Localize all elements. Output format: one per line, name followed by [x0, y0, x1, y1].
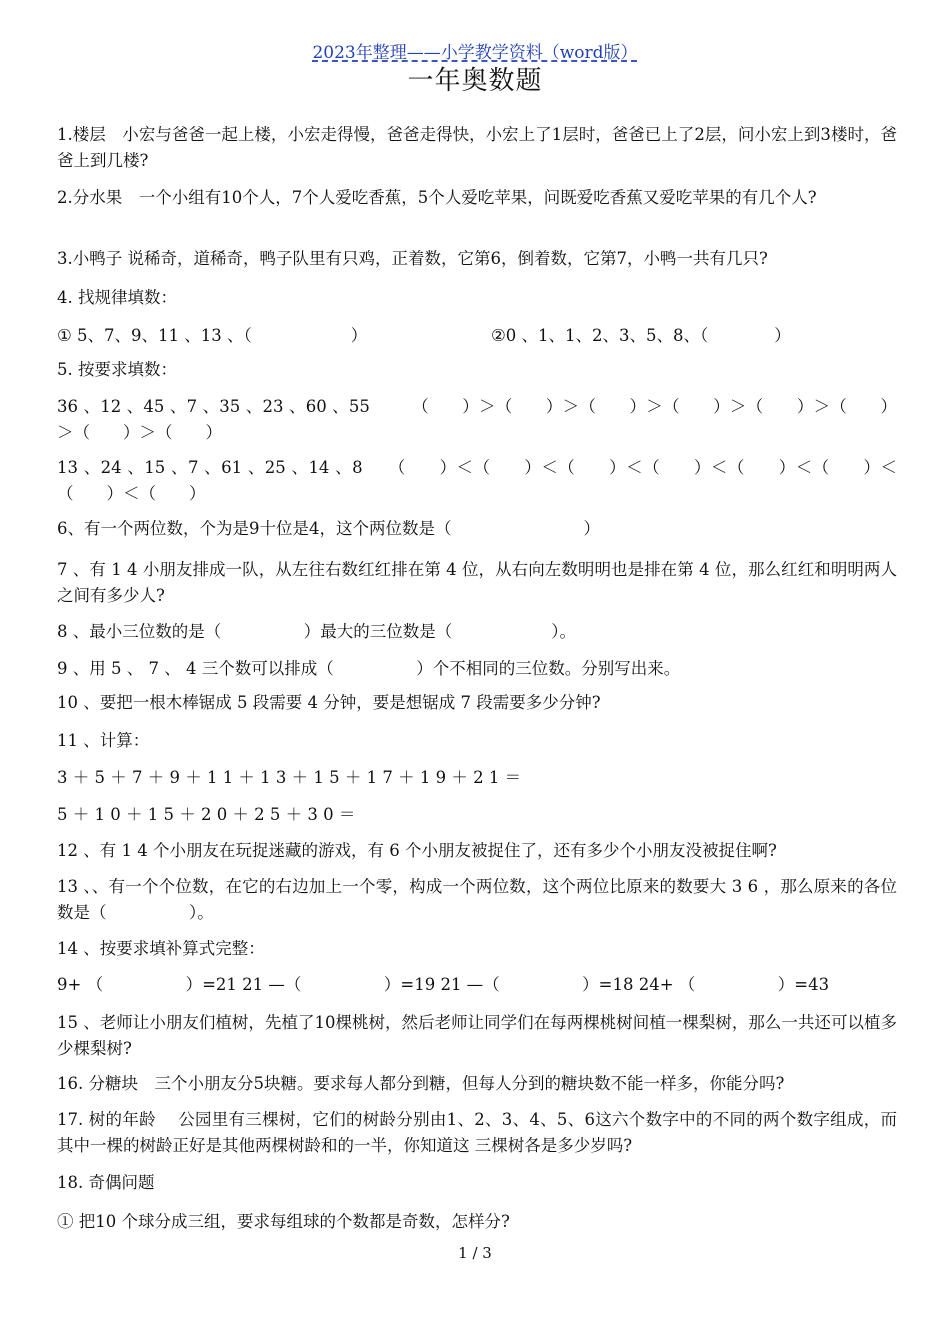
problem-5: 5. 按要求填数： — [57, 360, 177, 379]
problem-18-part-1: ① 把10 个球分成三组，要求每组球的个数都是奇数，怎样分? — [57, 1212, 510, 1231]
problem-2: 2.分水果 一个小组有10个人，7个人爱吃香蕉，5个人爱吃苹果，问既爱吃香蕉又爱吃苹果的有几个人? — [57, 188, 817, 207]
problem-11-sum-2: 5 ＋ 1 0 ＋ 1 5 ＋ 2 0 ＋ 2 5 ＋ 3 0 ＝ — [57, 805, 356, 824]
page-number: 1 / 3 — [458, 1244, 492, 1262]
problem-7: 7 、有 1 4 小朋友排成一队，从左往右数红红排在第 4 位，从右向左数明明也是排在第 4 位，那么红红和明明两人之间有多少人? — [57, 560, 897, 605]
problem-12: 12 、有 1 4 个小朋友在玩捉迷藏的游戏，有 6 个小朋友被捉住了，还有多少个小朋友没被捉住啊? — [57, 841, 777, 860]
problem-11-sum-1: 3 ＋ 5 ＋ 7 ＋ 9 ＋ 1 1 ＋ 1 3 ＋ 1 5 ＋ 1 7 ＋ 1 9 ＋ 2 1 ＝ — [57, 768, 522, 787]
problem-9: 9 、用 5 、 7 、 4 三个数可以排成（ ）个不相同的三位数。分别写出来。 — [57, 659, 681, 678]
problem-5-descending: 36 、12 、45 、7 、35 、23 、60 、55 （ ）＞（ ）＞（ ）＞（ ）＞（ ）＞（ ）＞（ ）＞（ ） — [57, 397, 897, 442]
problem-3: 3.小鸭子 说稀奇，道稀奇，鸭子队里有只鸡，正着数，它第6，倒着数，它第7，小鸭一共有几只? — [57, 249, 768, 268]
problem-1: 1.楼层 小宏与爸爸一起上楼，小宏走得慢，爸爸走得快，小宏上了1层时，爸爸已上了2层，问小宏上到3楼时，爸爸上到几楼? — [57, 125, 897, 170]
problem-15: 15 、老师让小朋友们植树，先植了10棵桃树，然后老师让同学们在每两棵桃树间植一棵梨树，那么一共还可以植多少棵梨树? — [57, 1013, 897, 1058]
page-title: 一年奥数题 — [407, 66, 543, 96]
problem-18: 18. 奇偶问题 — [57, 1173, 155, 1192]
problem-14: 14 、按要求填补算式完整： — [57, 939, 265, 958]
problem-5-ascending: 13 、24 、15 、7 、61 、25 、14 、8 （ ）＜（ ）＜（ ）＜（ ）＜（ ）＜（ ）＜（ ）＜（ ） — [57, 458, 897, 503]
problem-13: 13 、、有一个个位数，在它的右边加上一个零，构成一个两位数，这个两位比原来的数要大 3 6 ，那么原来的各位数是（ ）。 — [57, 877, 897, 922]
problem-4-sequences: ① 5、7、9、11 、13 、（ ） ②0 、1、1、2、3、5、8、（ ） — [57, 326, 791, 345]
problem-8: 8 、最小三位数的是（ ）最大的三位数是（ ）。 — [57, 622, 576, 641]
problem-17: 17. 树的年龄 公园里有三棵树，它们的树龄分别由1、2、3、4、5、6这六个数字中的不同的两个数字组成，而其中一棵的树龄正好是其他两棵树龄和的一半，你知道这 三棵树各是多少岁吗? — [57, 1110, 897, 1155]
problem-14-equations: 9+ （ ）=21 21 —（ ）=19 21 —（ ）=18 24+ （ ）=43 — [57, 975, 830, 994]
problem-10: 10 、要把一根木棒锯成 5 段需要 4 分钟，要是想锯成 7 段需要多少分钟? — [57, 693, 601, 712]
problem-16: 16. 分糖块 三个小朋友分5块糖。要求每人都分到糖，但每人分到的糖块数不能一样多，你能分吗? — [57, 1074, 785, 1093]
problem-6: 6、有一个两位数，个为是9十位是4，这个两位数是（ ） — [57, 519, 600, 538]
header-link-text[interactable]: 2023年整理——小学教学资料（word版） — [312, 43, 638, 63]
problem-4: 4. 找规律填数： — [57, 288, 177, 307]
problem-11: 11 、计算： — [57, 731, 150, 750]
